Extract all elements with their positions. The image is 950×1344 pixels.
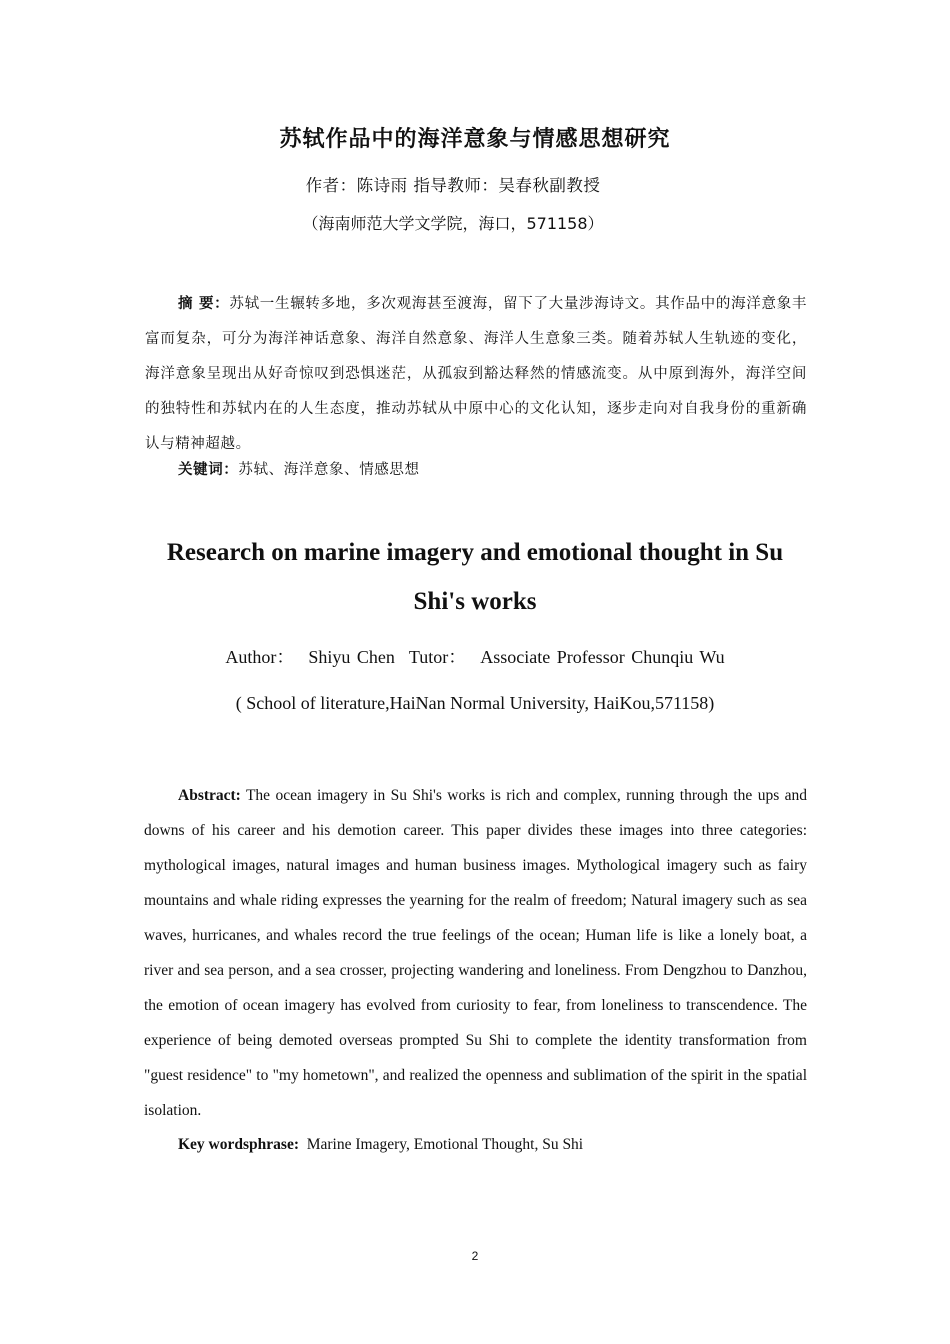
english-author-line — [0, 643, 950, 669]
chinese-abstract — [145, 287, 807, 462]
english-abstract-label: Abstract: — [178, 787, 241, 804]
english-tutor-name: Associate Professor Chunqiu Wu — [480, 647, 725, 667]
chinese-abstract-label: 摘 要： — [178, 296, 230, 312]
chinese-abstract-text: 苏轼一生辗转多地，多次观海甚至渡海，留下了大量涉海诗文。其作品中的海洋意象丰富而复杂，可分为海洋神话意象、海洋自然意象、海洋人生意象三类。随着苏轼人生轨迹的变化，海洋意象呈现出从好奇惊叹到恐惧迷茫，从孤寂到豁达释然的情感流变。从中原到海外，海洋空间的独特性和苏轼内在的人生态度，推动苏轼从中原中心的文化认知，逐步走向对自我身份的重新确认与精神超越。 — [145, 296, 808, 452]
chinese-title: 苏轼作品中的海洋意象与情感思想研究 — [279, 127, 671, 152]
english-keywords — [178, 1136, 583, 1154]
english-author-name: Shiyu Chen — [308, 647, 395, 667]
chinese-affiliation: （海南师范大学文学院，海口，571158） — [302, 214, 604, 233]
page-number: 2 — [471, 1249, 479, 1263]
english-abstract — [144, 778, 807, 1128]
english-author-label: Author： — [225, 647, 295, 667]
english-tutor-label: Tutor： — [408, 647, 467, 667]
chinese-keywords-text: 苏轼、海洋意象、情感思想 — [238, 462, 420, 478]
english-abstract-text: The ocean imagery in Su Shi's works is rich and complex, running through the ups and downs of his career and his demotion career. This paper divides these images into three categories: mythological images, natural images and human business images. Mythological imagery such as fairy mountains and whale riding expresses the yearning for the realm of freedom; Natural imagery such as sea waves, hurricanes, and whales record the true feelings of the ocean; Human life is like a lonely boat, a river and sea person, and a sea crosser, projecting wandering and loneliness. From Dengzhou to Danzhou, the emotion of ocean imagery has evolved from curiosity to fear, from loneliness to transcendence. The experience of being demoted overseas prompted Su Shi to complete the identity transformation from "guest residence" to "my hometown", and realized the openness and sublimation of the spirit in the spatial isolation. — [144, 787, 807, 1119]
chinese-keywords — [178, 458, 420, 479]
english-keywords-text: Marine Imagery, Emotional Thought, Su Shi — [306, 1136, 584, 1153]
english-title: Research on marine imagery and emotional thought in Su Shi's works — [166, 539, 784, 615]
chinese-keywords-label: 关键词： — [178, 462, 239, 478]
english-affiliation: ( School of literature,HaiNan Normal University, HaiKou,571158) — [235, 693, 715, 713]
english-keywords-label: Key wordsphrase: — [178, 1136, 299, 1153]
chinese-author-line: 作者：陈诗雨 指导教师：吴春秋副教授 — [305, 176, 601, 195]
